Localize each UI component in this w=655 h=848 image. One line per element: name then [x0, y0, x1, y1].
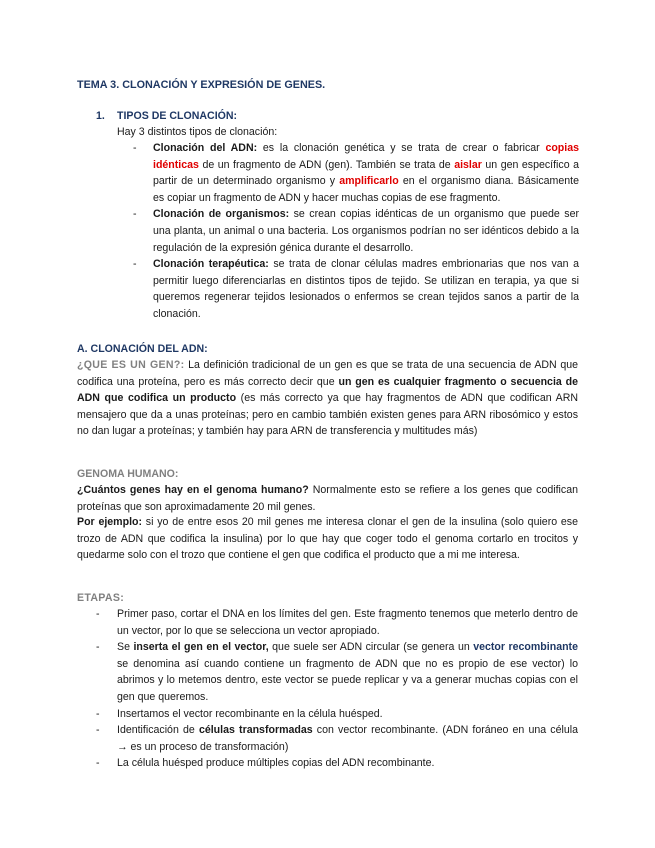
- example-paragraph: [77, 514, 578, 564]
- section-1-intro: Hay 3 distintos tipos de clonación:: [117, 126, 278, 138]
- list-item: [96, 722, 578, 755]
- gene-question: ¿QUE ES UN GEN?:: [77, 359, 185, 371]
- section-a-heading: A. CLONACIÓN DEL ADN:: [77, 343, 208, 355]
- list-item: [96, 639, 578, 705]
- list-item: [133, 140, 579, 206]
- list-item-text: [153, 140, 579, 206]
- steps-list: [96, 606, 578, 772]
- list-dash: -: [96, 608, 100, 620]
- list-item-label: Clonación de organismos:: [153, 208, 290, 221]
- highlight-text: vector recombinante: [473, 641, 578, 654]
- bold-text: un gen es cualquier fragmento o secuencia de ADN que codifica un producto: [77, 375, 579, 405]
- text-span: un gen específico a partir de un determinado organismo y: [153, 158, 580, 188]
- text-span: Identificación de: [117, 724, 199, 737]
- cloning-types-list: [133, 140, 579, 323]
- list-item-text: [153, 206, 579, 256]
- highlight-text: amplificarlo: [339, 175, 399, 188]
- list-dash: -: [133, 208, 137, 221]
- etapas-heading: ETAPAS:: [77, 592, 125, 604]
- highlight-text: copias idénticas: [153, 142, 579, 171]
- list-item: [96, 755, 578, 772]
- step-text: [117, 722, 578, 755]
- step-text: [117, 639, 578, 705]
- list-dash: -: [96, 757, 100, 770]
- list-item: [96, 606, 578, 639]
- text-span: se trata de clonar células madres embrionarias que nos van a permitir luego diferenciarlas en distintos tipos de tejido. Se utilizan en terapia, ya que si queremos regenerar tejidos lesionados o enfermos se crean tejidos sanos a partir de la clonación.: [153, 258, 579, 320]
- text-span: de un fragmento de ADN (gen). También se trata de: [198, 158, 455, 171]
- bold-text: Por ejemplo:: [77, 516, 143, 528]
- list-dash: -: [133, 142, 137, 154]
- list-dash: -: [96, 641, 100, 654]
- bold-text: ¿Cuántos genes hay en el genoma humano?: [77, 484, 309, 496]
- text-span: Normalmente esto se refiere a los genes que codifican proteínas que son aproximadamente 20 mil genes.: [77, 484, 578, 513]
- list-item: [133, 256, 579, 322]
- text-span: en el organismo diana. Básicamente es copiar un fragmento de ADN y hacer muchas copias de ese fragmento.: [153, 175, 579, 204]
- list-item-text: [153, 256, 579, 322]
- document-title: TEMA 3. CLONACIÓN Y EXPRESIÓN DE GENES.: [77, 79, 326, 91]
- text-span: con vector recombinante. (ADN foráneo en una célula → es un proceso de transformación): [117, 724, 578, 753]
- section-1-heading: [96, 108, 237, 125]
- list-item: [96, 706, 578, 723]
- bold-text: inserta el gen en el vector,: [133, 641, 269, 654]
- list-dash: -: [96, 707, 100, 720]
- bold-text: células transformadas: [198, 724, 313, 737]
- list-dash: -: [133, 258, 137, 271]
- text-span: La definición tradicional de un gen es que se trata de una secuencia de ADN que codifica una proteína, pero es más correcto decir que: [77, 359, 578, 388]
- section-1-number: 1.: [96, 110, 105, 122]
- highlight-text: aislar: [454, 158, 482, 171]
- text-span: que suele ser ADN circular (se genera un: [268, 641, 474, 654]
- text-span: es la clonación genética y se trata de crear o fabricar: [257, 142, 546, 154]
- section-1-title: TIPOS DE CLONACIÓN:: [117, 110, 238, 122]
- genoma-heading: GENOMA HUMANO:: [77, 468, 179, 480]
- list-item-label: Clonación terapéutica:: [153, 258, 269, 271]
- genoma-question-paragraph: [77, 482, 578, 515]
- text-span: se denomina así cuando contiene un fragmento de ADN que no es propio de ese vector) lo abrimos y lo metemos dentro, este vector se puede replicar y va a generar muchas copias con el gen que queremos.: [117, 657, 578, 703]
- text-span: Se: [117, 641, 134, 654]
- step-text: Insertamos el vector recombinante en la célula huésped.: [117, 707, 383, 720]
- step-text: Primer paso, cortar el DNA en los límites del gen. Este fragmento tenemos que meterlo dentro de un vector, por lo que se selecciona un vector apropiado.: [117, 608, 578, 637]
- gene-definition-paragraph: [77, 357, 578, 440]
- list-item: [133, 206, 579, 256]
- list-item-label: Clonación del ADN:: [153, 142, 258, 154]
- text-span: si yo de entre esos 20 mil genes me interesa clonar el gen de la insulina (solo quiero ese trozo de ADN que codifica la insulina) por lo que hay que coger todo el genoma cortarlo en trocitos y quedarme solo con el trozo que contiene el gen que codifica el producto que a mi me interesa.: [77, 516, 578, 562]
- text-span: se crean copias idénticas de un organismo que puede ser una planta, un animal o una bacteria. Los organismos podrían no ser idénticos debido a la regulación de la expresión génica durante el desarrollo.: [153, 208, 580, 254]
- step-text: La célula huésped produce múltiples copias del ADN recombinante.: [117, 757, 435, 770]
- text-span: (es más correcto ya que hay fragmentos de ADN que codifican ARN mensajero que da a unas proteínas; pero en cambio también existen genes para ARN ribosómico y estos no dan lugar a proteínas; y también hay para ARN de transferencia y multitudes más): [77, 392, 579, 438]
- list-dash: -: [96, 724, 100, 737]
